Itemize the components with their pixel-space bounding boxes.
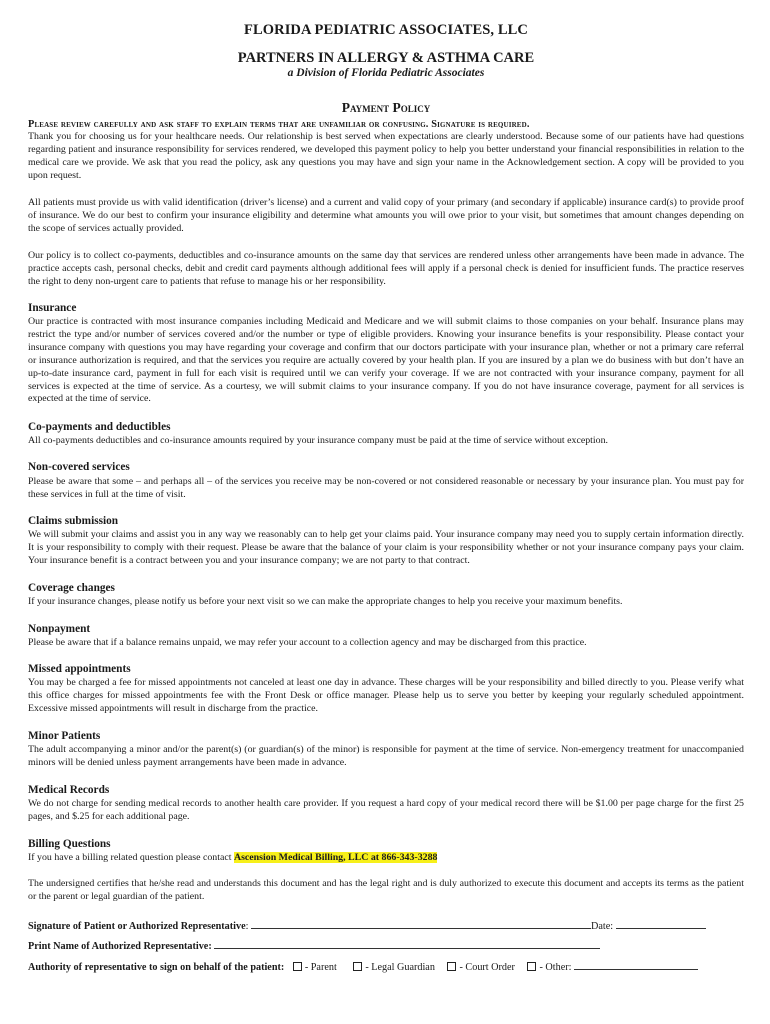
authority-label: Authority of representative to sign on behalf of the patient:: [28, 962, 285, 973]
legal-guardian-checkbox[interactable]: [353, 962, 362, 971]
practice-subtitle: PARTNERS IN ALLERGY & ASTHMA CARE: [237, 50, 535, 66]
print-name-field[interactable]: [214, 938, 600, 949]
court-order-checkbox[interactable]: [447, 962, 456, 971]
certification-paragraph: The undersigned certifies that he/she read and understands this document and has the legal right and is duly authorized to execute this document and accepts its terms as the patient or the parent or legal guardian of the patient.: [28, 878, 744, 902]
section-body-missed: You may be charged a fee for missed appointments not canceled at least one day in advance. These charges will be your responsibility and billed directly to you. Please verify what this office charges for missed appointments fee with the Front Desk or office manager. Please help us to serve you better by keeping your regularly scheduled appointment. Excessive missed appointments will result in discharge from the practice.: [28, 677, 744, 714]
print-name-row: [28, 938, 744, 952]
section-heading-insurance: Insurance: [28, 302, 77, 314]
other-option-label: - Other:: [539, 962, 572, 973]
signature-field[interactable]: [251, 918, 591, 929]
section-body-minors: The adult accompanying a minor and/or the parent(s) (or guardian(s) of the minor) is responsible for payment at the time of service. Non-emergency treatment for unaccompanied minors will be denied unless payment arrangements have been made in advance.: [28, 744, 744, 768]
date-field[interactable]: [616, 918, 706, 929]
division-line: a Division of Florida Pediatric Associates: [287, 67, 485, 79]
section-heading-claims: Claims submission: [28, 515, 119, 527]
section-heading-coverage: Coverage changes: [28, 582, 115, 594]
intro-paragraph: Thank you for choosing us for your healthcare needs. Our relationship is best served when expectations are clearly understood. Because some of our patients have had questions regarding patient and insurance responsibility for services rendered, we developed this payment policy to help you better understand your financial responsibilities in relation to the medical care we provide. We ask that you read the policy, ask any questions you may have and sign your name in the Acknowledgement section. A copy will be provided to you upon request.: [28, 131, 744, 181]
section-body-billing: [28, 852, 744, 865]
other-checkbox[interactable]: [527, 962, 536, 971]
parent-option-label: - Parent: [304, 962, 337, 973]
signature-label: Signature of Patient or Authorized Representative: [28, 921, 246, 932]
section-heading-missed: Missed appointments: [28, 663, 131, 675]
section-body-claims: We will submit your claims and assist you in any way we reasonably can to help get your claims paid. Your insurance company may need you to supply certain information directly. It is your responsibility to comply with their request. Please be aware that the balance of your claim is your responsibility whether or not your insurance company pays your claim. Your insurance benefit is a contract between you and your insurance company; we are not party to that contract.: [28, 529, 744, 566]
section-heading-copayments: Co-payments and deductibles: [28, 421, 171, 433]
document-title: Payment Policy: [341, 100, 431, 115]
section-heading-records: Medical Records: [28, 784, 110, 796]
court-order-option-label: - Court Order: [459, 962, 515, 973]
review-notice: Please review carefully and ask staff to explain terms that are unfamiliar or confusing. Signature is required.: [28, 119, 530, 130]
parent-checkbox[interactable]: [293, 962, 302, 971]
intro-paragraph: All patients must provide us with valid identification (driver’s license) and a current and valid copy of your primary (and secondary if applicable) insurance card(s) to provide proof of insurance. We do our best to confirm your insurance eligibility and determine what amounts you will owe prior to your visit, but sometimes that amount changes depending on the scope of services actually provided.: [28, 197, 744, 234]
intro-paragraph: Our policy is to collect co-payments, deductibles and co-insurance amounts on the same day that services are rendered unless other arrangements have been made in advance. The practice accepts cash, personal checks, debit and credit card payments although additional fees will apply if a personal check is denied for insufficient funds. The practice reserves the right to deny non-urgent care to patients that refuse to manage his or her responsibility.: [28, 250, 744, 287]
section-heading-minors: Minor Patients: [28, 730, 101, 742]
signature-row: Signature of Patient or Authorized Representative: Date:: [28, 918, 744, 932]
section-body-insurance: Our practice is contracted with most insurance companies including Medicaid and Medicare and we will submit claims to those companies on your behalf. Insurance plans may restrict the type and/or number of services covered and/or the number or type of eligible providers. Knowing your insurance benefits is your responsibility. Please contact your insurance company with questions you may have regarding your coverage and confirm that our doctors participate with your insurance plan, whether or not a primary care referral or insurance authorization is required, and that the services you require are actually covered by your health plan. If you are insured by a plan we do business with but don’t have an up-to-date insurance card, payment in full for each visit is required until we can verify your coverage. If we are not contracted with your insurance company, payment for all services is expected at the time of service. As a courtesy, we will submit claims to your insurance company. If you do not have insurance coverage, payment for all services is expected at the time of service.: [28, 316, 744, 405]
print-name-label: Print Name of Authorized Representative:: [28, 941, 212, 952]
authority-row: [28, 959, 744, 973]
section-heading-noncovered: Non-covered services: [28, 461, 130, 473]
section-body-noncovered: Please be aware that some – and perhaps all – of the services you receive may be non-covered or not considered reasonable or necessary by your insurance plan. You must pay for these services in full at the time of visit.: [28, 476, 744, 500]
section-body-nonpayment: Please be aware that if a balance remains unpaid, we may refer your account to a collection agency and may be discharged from this practice.: [28, 637, 587, 648]
section-body-copayments: All co-payments deductibles and co-insurance amounts required by your insurance company must be paid at the time of service without exception.: [28, 435, 608, 446]
billing-contact-highlight: Ascension Medical Billing, LLC at 866-343-3288: [233, 852, 438, 863]
section-body-coverage: If your insurance changes, please notify us before your next visit so we can make the appropriate changes to help you receive your maximum benefits.: [28, 596, 623, 607]
other-field[interactable]: [574, 959, 698, 970]
section-body-records: We do not charge for sending medical records to another health care provider. If you request a hard copy of your medical record there will be $1.00 per page charge for the first 25 pages, and $.25 for each additional page.: [28, 798, 744, 822]
billing-text: If you have a billing related question please contact: [28, 852, 234, 863]
section-heading-nonpayment: Nonpayment: [28, 623, 91, 635]
organization-name: FLORIDA PEDIATRIC ASSOCIATES, LLC: [244, 22, 528, 38]
date-label: Date:: [590, 921, 614, 932]
section-heading-billing: Billing Questions: [28, 838, 111, 850]
legal-guardian-option-label: - Legal Guardian: [365, 962, 435, 973]
